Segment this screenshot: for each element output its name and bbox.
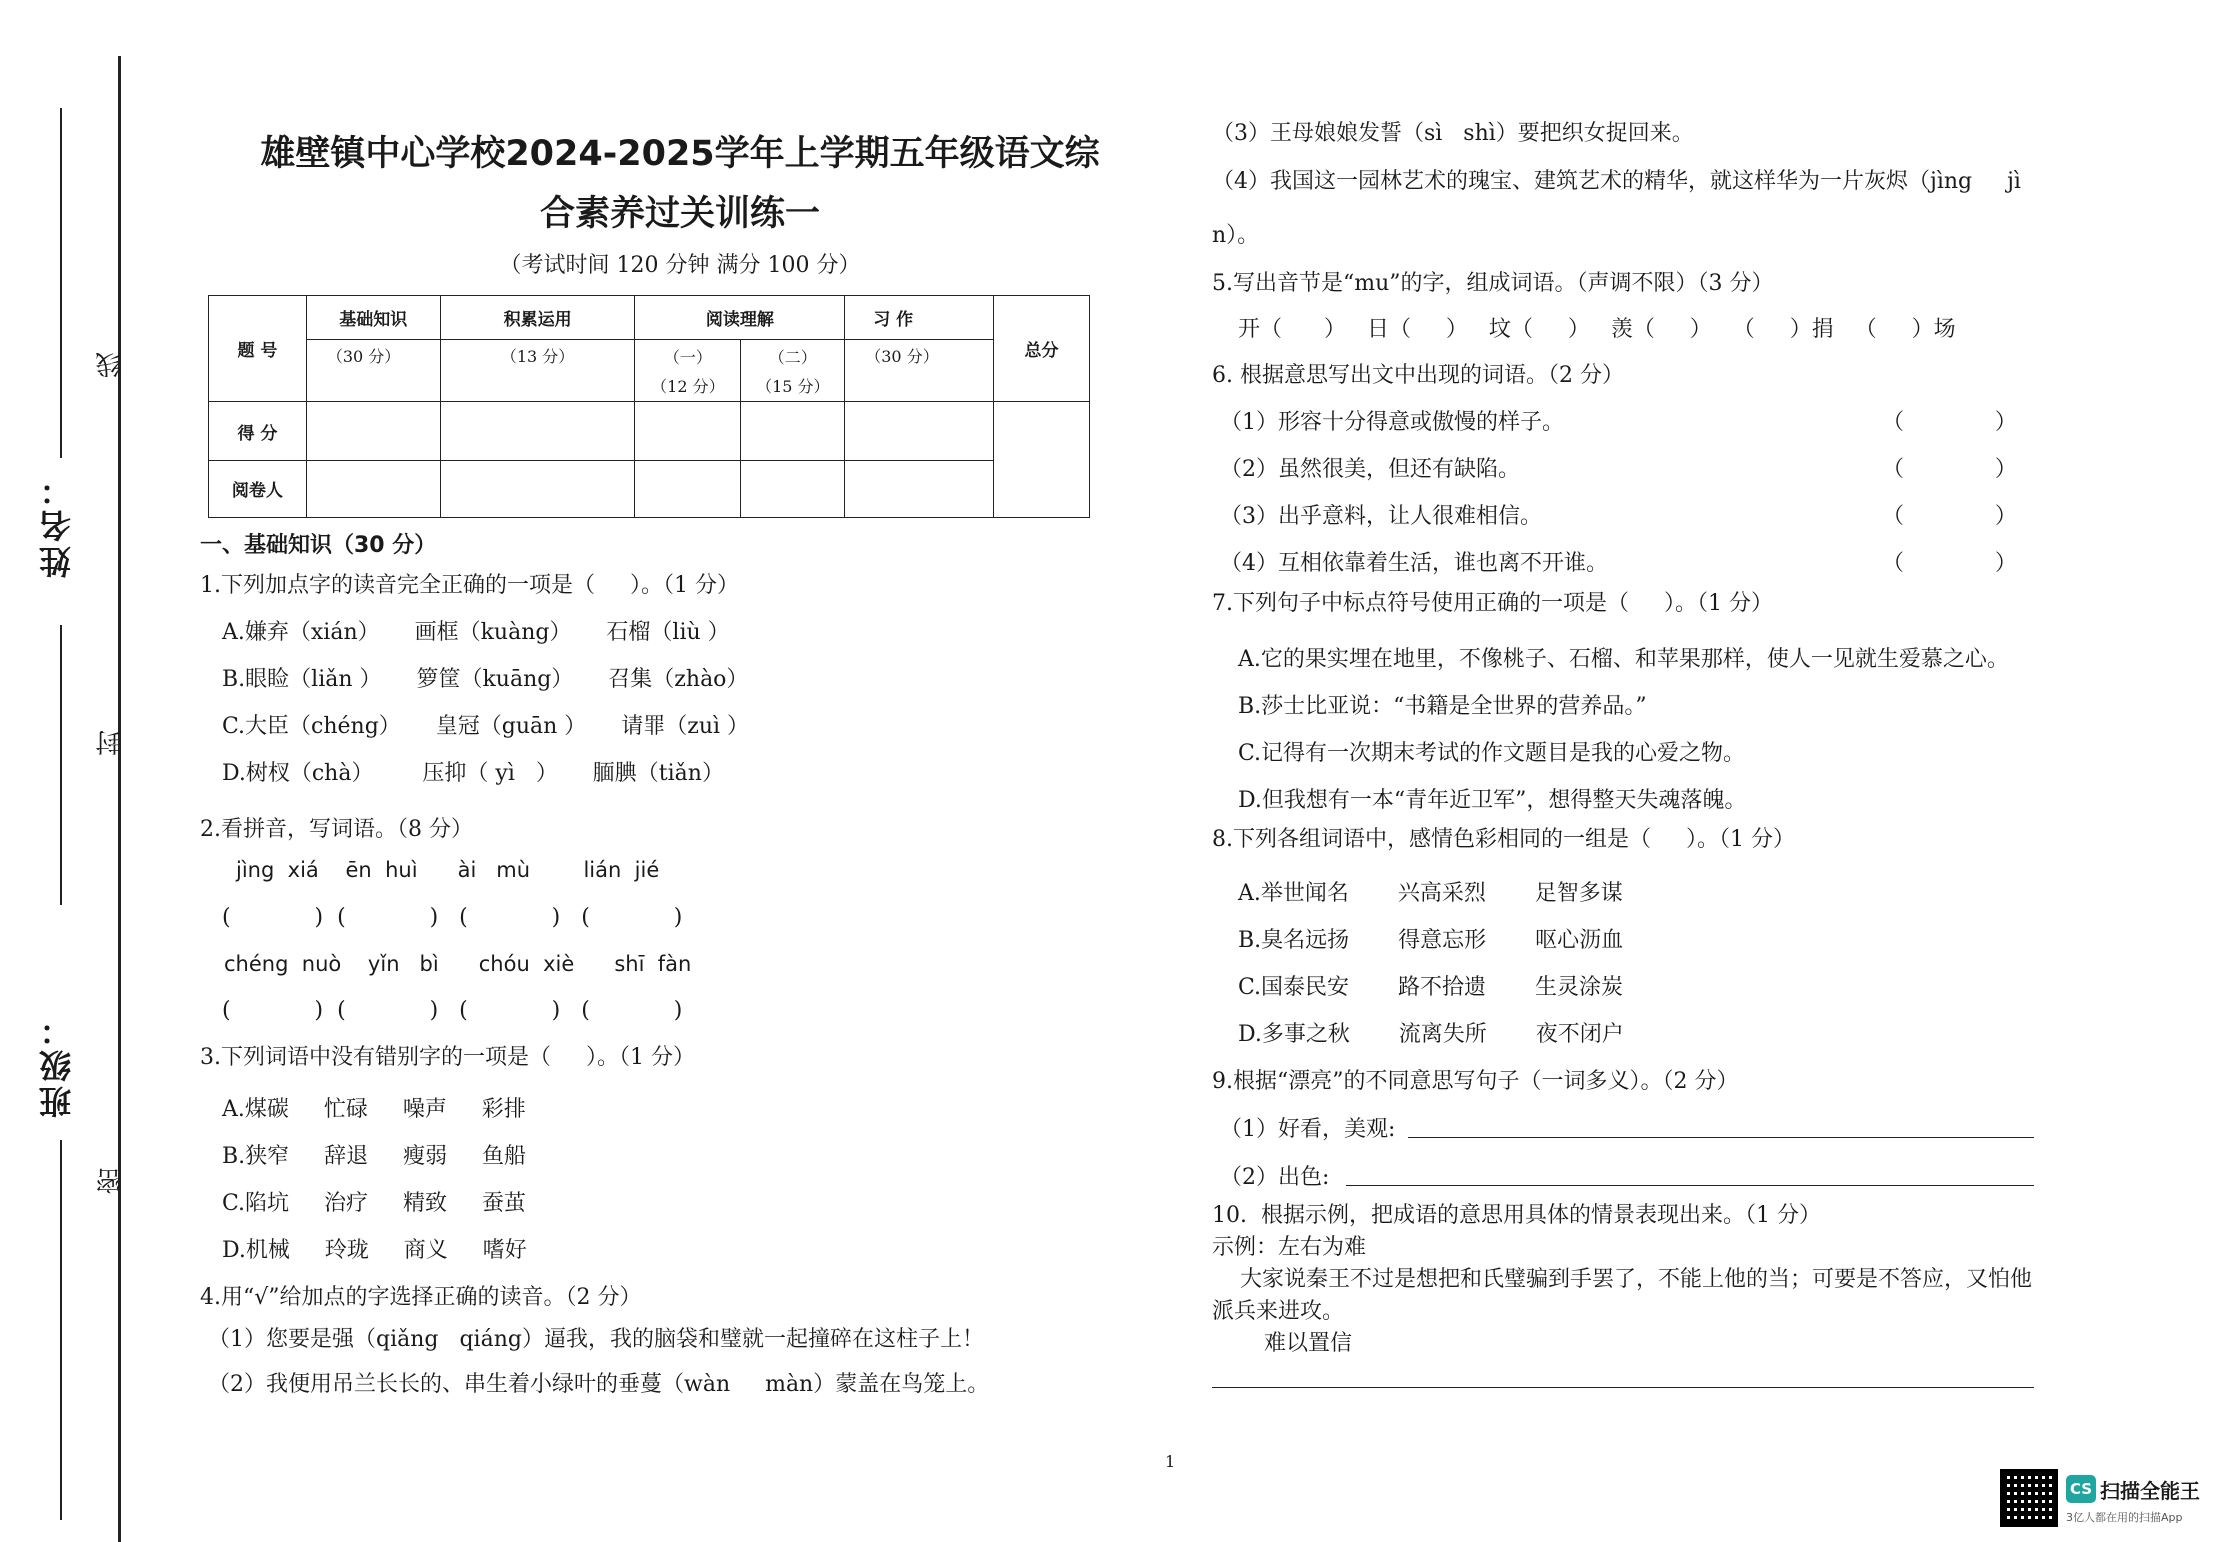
col-accum-pts: （13 分） xyxy=(440,340,635,402)
extra-underline xyxy=(60,1140,62,1520)
score-cell-total[interactable] xyxy=(994,402,1090,518)
margin-rule xyxy=(118,56,121,1542)
col-reading-1-label: （一） xyxy=(663,347,712,367)
col-writing-pts: （30 分） xyxy=(845,340,994,402)
col-basic-pts: （30 分） xyxy=(306,340,440,402)
col-reading-2-pts: （15 分） xyxy=(756,376,830,396)
grader-cell-accum[interactable] xyxy=(440,460,635,517)
seal-char-line: 线 xyxy=(96,352,126,378)
q6-answer-1[interactable]: （ ） xyxy=(1882,410,2017,435)
col-reading-1-pts: （12 分） xyxy=(651,376,725,396)
row-label-score: 得 分 xyxy=(209,402,307,460)
row-label-grader: 阅卷人 xyxy=(209,460,307,517)
q4-item-3: （3）王母娘娘发誓（sì shì）要把织女捉回来。 xyxy=(1212,121,1694,146)
exam-title-line2: 合素养过关训练一 xyxy=(539,194,820,234)
question-8: 8.下列各组词语中，感情色彩相同的一组是（ ）。（1 分） xyxy=(1212,827,1795,852)
qr-code-icon xyxy=(2000,1469,2058,1527)
question-1: 1.下列加点字的读音完全正确的一项是（ ）。（1 分） xyxy=(200,573,739,598)
col-basic: 基础知识 xyxy=(306,296,440,340)
question-6: 6. 根据意思写出文中出现的词语。（2 分） xyxy=(1212,363,1624,388)
camscanner-logo-icon: CS xyxy=(2066,1475,2096,1503)
seal-char-secret: 密 xyxy=(96,1168,126,1194)
q1-option-b: B.眼睑（liǎn ） 箩筐（kuāng） 召集（zhào） xyxy=(222,667,749,692)
q8-option-b: B.臭名远扬 得意忘形 呕心沥血 xyxy=(1238,928,1624,953)
q3-option-d: D.机械 玲珑 商义 嗜好 xyxy=(222,1238,527,1263)
col-reading-1 xyxy=(635,340,741,402)
question-5: 5.写出音节是“mu”的字，组成词语。（声调不限）（3 分） xyxy=(1212,271,1774,296)
q7-option-c: C.记得有一次期末考试的作文题目是我的心爱之物。 xyxy=(1238,741,1746,766)
col-reading: 阅读理解 xyxy=(635,296,845,340)
col-total: 总分 xyxy=(994,296,1090,402)
score-cell-reading-2[interactable] xyxy=(741,402,845,460)
scanner-app-name: 扫描全能王 xyxy=(2100,1479,2200,1503)
question-10: 10. 根据示例，把成语的意思用具体的情景表现出来。（1 分） xyxy=(1212,1203,1821,1228)
q4-item-4a: （4）我国这一园林艺术的瑰宝、建筑艺术的精华，就这样华为一片灰烬（jìng jì xyxy=(1212,169,2021,194)
exam-info: （考试时间 120 分钟 满分 100 分） xyxy=(499,253,861,278)
q3-option-a: A.煤碳 忙碌 噪声 彩排 xyxy=(222,1097,526,1122)
question-2: 2.看拼音，写词语。（8 分） xyxy=(200,817,473,842)
q2-pinyin-row-1: jìng xiá ēn huì ài mù lián jié xyxy=(236,858,660,882)
q10-answer-line[interactable] xyxy=(1212,1387,2034,1388)
grader-cell-basic[interactable] xyxy=(306,460,440,517)
q3-option-c: C.陷坑 治疗 精致 蚕茧 xyxy=(222,1191,526,1216)
q4-item-4b: n）。 xyxy=(1212,223,1260,248)
q5-items[interactable]: 开（ ） 日（ ） 坟（ ） 羡（ ） （ ）捐 （ ）场 xyxy=(1238,317,1956,342)
q6-item-1: （1）形容十分得意或傲慢的样子。 xyxy=(1220,410,1564,435)
score-cell-basic[interactable] xyxy=(306,402,440,460)
q6-item-2: （2）虽然很美，但还有缺陷。 xyxy=(1220,457,1520,482)
page-number: 1 xyxy=(1165,1452,1176,1471)
q10-example-text-2: 派兵来进攻。 xyxy=(1212,1299,1345,1324)
score-cell-accum[interactable] xyxy=(440,402,635,460)
exam-title-line1: 雄壁镇中心学校2024-2025学年上学期五年级语文综 xyxy=(260,134,1100,174)
q8-option-a: A.举世闻名 兴高采烈 足智多谋 xyxy=(1238,881,1623,906)
question-9: 9.根据“漂亮”的不同意思写句子（一词多义）。（2 分） xyxy=(1212,1069,1739,1094)
col-writing: 习 作 xyxy=(845,296,994,340)
class-underline xyxy=(60,625,62,905)
q10-task-idiom: 难以置信 xyxy=(1236,1331,1352,1356)
class-label: 班级： xyxy=(38,1010,76,1118)
col-accum: 积累运用 xyxy=(440,296,635,340)
q8-option-d: D.多事之秋 流离失所 夜不闭户 xyxy=(1238,1022,1624,1047)
grader-cell-reading-1[interactable] xyxy=(635,460,741,517)
section-basic-heading: 一、基础知识（30 分） xyxy=(200,533,437,558)
q9-item-2: （2）出色: xyxy=(1220,1165,1330,1190)
scanner-watermark xyxy=(2000,1465,2215,1531)
q7-option-d: D.但我想有一本“青年近卫军”，想得整天失魂落魄。 xyxy=(1238,788,1747,813)
row-label-topic: 题 号 xyxy=(209,296,307,402)
q2-pinyin-row-2: chéng nuò yǐn bì chóu xiè shī fàn xyxy=(224,952,692,976)
question-4: 4.用“√”给加点的字选择正确的读音。（2 分） xyxy=(200,1285,642,1310)
col-reading-2-label: （二） xyxy=(768,347,817,367)
score-table xyxy=(208,295,1090,518)
scanner-tagline: 3亿人都在用的扫描App xyxy=(2066,1511,2183,1524)
q1-option-c: C.大臣（chéng） 皇冠（guān ） 请罪（zuì ） xyxy=(222,714,750,739)
q7-option-b: B.莎士比亚说：“书籍是全世界的营养品。” xyxy=(1238,694,1647,719)
score-cell-reading-1[interactable] xyxy=(635,402,741,460)
q9-answer-line-2[interactable] xyxy=(1346,1185,2034,1186)
q7-option-a: A.它的果实埋在地里，不像桃子、石榴、和苹果那样，使人一见就生爱慕之心。 xyxy=(1238,647,2009,672)
name-underline xyxy=(60,108,62,458)
q6-answer-2[interactable]: （ ） xyxy=(1882,457,2017,482)
q9-item-1: （1）好看，美观: xyxy=(1220,1117,1396,1142)
q10-example-text-1: 大家说秦王不过是想把和氏璧骗到手罢了，不能上他的当；可要是不答应，又怕他 xyxy=(1212,1267,2032,1292)
q2-answer-row-1[interactable]: ( ) ( ) ( ) ( ) xyxy=(222,905,683,930)
q9-answer-line-1[interactable] xyxy=(1408,1137,2034,1138)
question-7: 7.下列句子中标点符号使用正确的一项是（ ）。（1 分） xyxy=(1212,591,1773,616)
q4-item-2: （2）我便用吊兰长长的、串生着小绿叶的垂蔓（wàn màn）蒙盖在鸟笼上。 xyxy=(208,1372,990,1397)
grader-cell-reading-2[interactable] xyxy=(741,460,845,517)
q6-item-4: （4）互相依靠着生活，谁也离不开谁。 xyxy=(1220,551,1608,576)
q8-option-c: C.国泰民安 路不拾遗 生灵涂炭 xyxy=(1238,975,1623,1000)
name-label: 姓名： xyxy=(38,470,76,578)
grader-cell-writing[interactable] xyxy=(845,460,994,517)
q4-item-1: （1）您要是强（qiǎng qiáng）逼我，我的脑袋和璧就一起撞碎在这柱子上！ xyxy=(208,1327,984,1352)
q2-answer-row-2[interactable]: ( ) ( ) ( ) ( ) xyxy=(222,998,683,1023)
q3-option-b: B.狭窄 辞退 瘦弱 鱼船 xyxy=(222,1144,527,1169)
q10-example-label: 示例：左右为难 xyxy=(1212,1235,1367,1260)
q6-item-3: （3）出乎意料，让人很难相信。 xyxy=(1220,504,1542,529)
seal-char-seal: 封 xyxy=(96,730,126,756)
q6-answer-3[interactable]: （ ） xyxy=(1882,504,2017,529)
col-reading-2 xyxy=(741,340,845,402)
score-cell-writing[interactable] xyxy=(845,402,994,460)
q6-answer-4[interactable]: （ ） xyxy=(1882,551,2017,576)
question-3: 3.下列词语中没有错别字的一项是（ ）。（1 分） xyxy=(200,1045,695,1070)
q1-option-a: A.嫌弃（xián） 画框（kuàng） 石榴（liù ） xyxy=(222,620,730,645)
q1-option-d: D.树杈（chà） 压抑（ yì ） 腼腆（tiǎn） xyxy=(222,761,724,786)
